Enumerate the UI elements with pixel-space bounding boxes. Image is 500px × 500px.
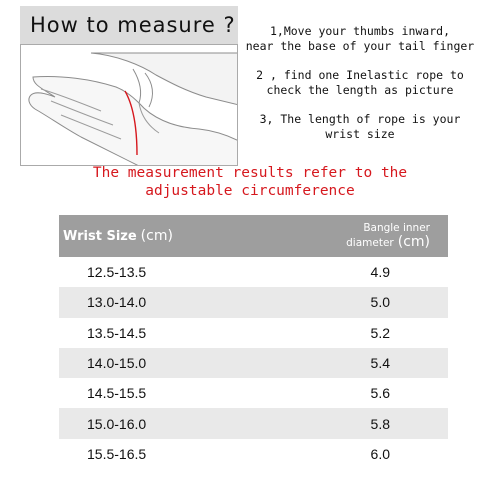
table-row [59,318,448,348]
diameter-cell: 6.0 [370,445,390,462]
notice-line-2: adjustable circumference [145,183,355,199]
wrist-size-cell: 14.0-15.0 [87,355,147,372]
diameter-cell: 4.9 [370,264,390,281]
size-chart-table [59,215,448,469]
diameter-cell: 5.4 [370,355,390,372]
diameter-cell: 5.2 [370,324,390,341]
table-row [59,408,448,438]
wrist-size-unit: (cm) [140,228,173,244]
wrist-size-cell: 12.5-13.5 [87,264,147,281]
wrist-size-cell: 13.5-14.5 [87,324,147,341]
table-row [59,348,448,378]
instruction-step-1: 1,Move your thumbs inward, near the base of your tail finger [245,24,475,53]
wrist-size-header [59,215,288,257]
wrist-size-cell: 15.5-16.5 [87,445,147,462]
table-row [59,439,448,469]
table-row [59,287,448,317]
diameter-unit: (cm) [397,234,430,250]
diameter-cell: 5.6 [370,385,390,402]
instruction-step-3: 3, The length of rope is your wrist size [259,112,461,141]
diameter-header [288,215,448,257]
table-row [59,378,448,408]
diameter-cell: 5.0 [370,294,390,311]
instruction-steps [244,24,476,156]
title-banner [20,6,238,44]
hand-measure-illustration [20,44,238,166]
wrist-size-cell: 15.0-16.0 [87,415,147,432]
measurement-notice [20,164,480,200]
page-title: How to measure ? [30,13,236,37]
table-row [59,257,448,287]
diameter-label: Bangle inner diameter [346,222,430,249]
hand-illustration-icon [21,45,238,166]
notice-line-1: The measurement results refer to the [92,165,408,181]
diameter-cell: 5.8 [370,415,390,432]
wrist-size-label: Wrist Size [63,229,137,244]
table-header-row [59,215,448,257]
wrist-size-cell: 13.0-14.0 [87,294,147,311]
instruction-step-2: 2 , find one Inelastic rope to check the length as picture [256,68,464,97]
wrist-size-cell: 14.5-15.5 [87,385,147,402]
